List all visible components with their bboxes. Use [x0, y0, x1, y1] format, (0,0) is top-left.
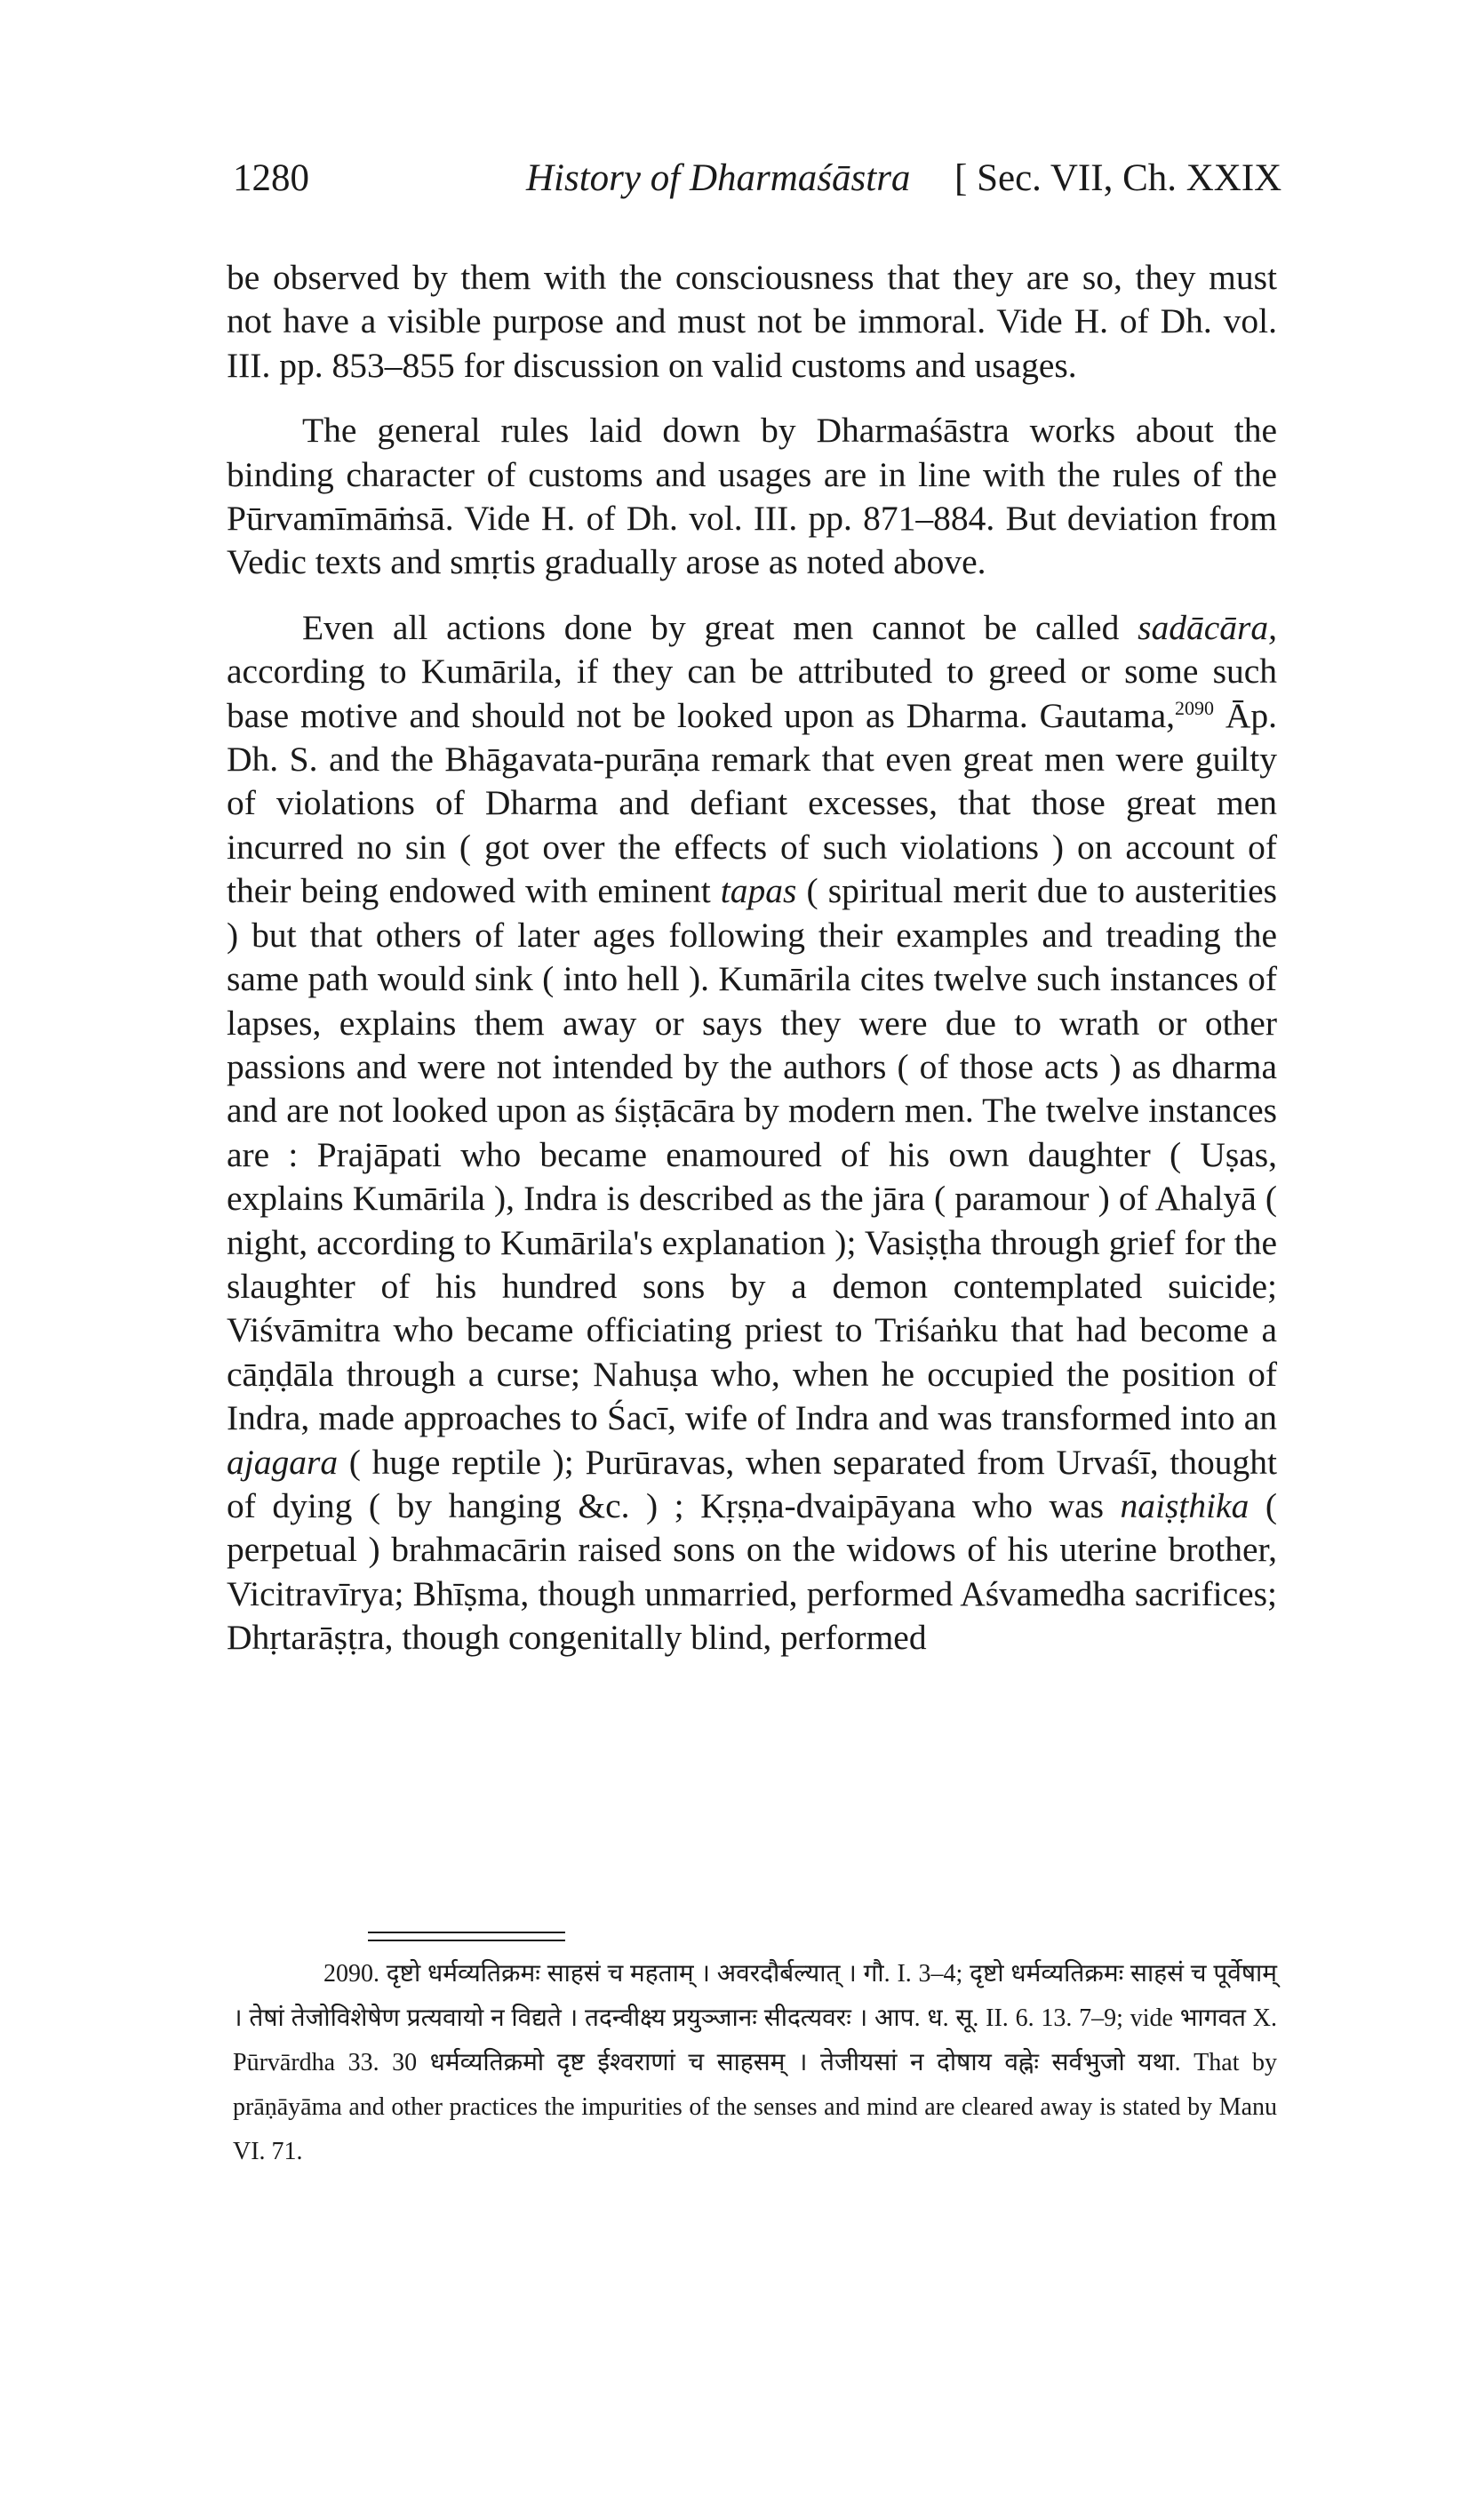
paragraph-3	[227, 606, 1277, 1660]
term-naisthika: naiṣṭhika	[1120, 1485, 1249, 1525]
footnote-divider-second	[368, 1940, 565, 1941]
paragraph-2: The general rules laid down by Dharmaśāstra works about the binding character of customs and usages are in line with the rules of the Pūrvamīmāṁsā. Vide H. of Dh. vol. III. pp. 871–884. But deviation from Vedic texts and smṛtis gradually arose as noted above.	[227, 411, 1277, 582]
paragraph-3-text-d: ( spiritual merit due to austerities ) but that others of later ages following their examples and treading the same path would sink ( into hell ). Kumārila cites twelve such instances of lapses, explains them away or says they were due to wrath or other passions and were not intended by the authors ( of those acts ) as dharma and are not looked upon as śiṣṭācāra by modern men. The twelve instances are : Prajāpati who became enamoured of his own daughter ( Uṣas, explains Kumārila ), Indra is described as the jāra ( paramour ) of Ahalyā ( night, according to Kumārila's explanation ); Vasiṣṭha through grief for the slaughter of his hundred sons by a demon contemplated suicide; Viśvāmitra who became officiating priest to Triśaṅku that had become a cāṇḍāla through a curse; Nahuṣa who, when he occupied the position of Indra, made approaches to Śacī, wife of Indra and was transformed into an	[227, 871, 1277, 1438]
running-title: History of Dharmaśāstra	[526, 157, 911, 199]
footnote-divider	[368, 1932, 565, 1933]
section-reference: [ Sec. VII, Ch. XXIX	[954, 157, 1282, 199]
footnote-text: दृष्टो धर्मव्यतिक्रमः साहसं च महताम् । अवरदौर्बल्यात् । गौ. I. 3–4; दृष्टो धर्मव्यतिक्रमः साहसं च पूर्वेषाम् । तेषां तेजोविशेषेण प्रत्यवायो न विद्यते । तदन्वीक्ष्य प्रयुञ्जानः सीदत्यवरः । आप. ध. सू. II. 6. 13. 7–9; vide भागवत X. Pūrvārdha 33. 30 धर्मव्यतिक्रमो दृष्ट ईश्वराणां च साहसम् । तेजीयसां न दोषाय वह्नेः सर्वभुजो यथा. That by prāṇāyāma and other practices the impurities of the senses and mind are cleared away is stated by Manu VI. 71.	[233, 1960, 1277, 2165]
page-number: 1280	[233, 157, 309, 199]
term-sadacara: sadācāra,	[1138, 607, 1277, 647]
body-text	[227, 256, 1277, 1660]
footnote-2090	[233, 1952, 1277, 2174]
term-tapas: tapas	[720, 871, 797, 911]
paragraph-3-text-a: Even all actions done by great men cannot be called	[302, 607, 1138, 647]
page-header	[233, 156, 1344, 219]
paragraph-1: be observed by them with the consciousness that they are so, they must not have a visible purpose and must not be immoral. Vide H. of Dh. vol. III. pp. 853–855 for discussion on valid customs and usages.	[227, 258, 1277, 385]
paragraph-3-text-c: Āp. Dh. S. and the Bhāgavata-purāṇa remark that even great men were guilty of violations of Dharma and defiant excesses, that those great men incurred no sin ( got over the effects of such violations ) on account of their being endowed with eminent	[227, 695, 1277, 911]
term-ajagara: ajagara	[227, 1442, 339, 1482]
paragraph-3-text-b: according to Kumārila, if they can be attributed to greed or some such base motive and should not be looked upon as Dharma. Gautama,	[227, 652, 1277, 735]
footnote-ref-2090: 2090	[1175, 696, 1215, 719]
paragraph-3-text-f: ( perpetual ) brahmacārin raised sons on the widows of his uterine brother, Vicitravīrya; Bhīṣma, though unmarried, performed Aśvamedha sacrifices; Dhṛtarāṣṭra, though congenitally blind, performed	[227, 1485, 1277, 1658]
paragraph-3-text-e: ( huge reptile ); Purūravas, when separated from Urvaśī, thought of dying ( by hanging &c. ) ; Kṛṣṇa-dvaipāyana who was	[227, 1442, 1277, 1525]
footnote-number: 2090.	[323, 1960, 379, 1988]
